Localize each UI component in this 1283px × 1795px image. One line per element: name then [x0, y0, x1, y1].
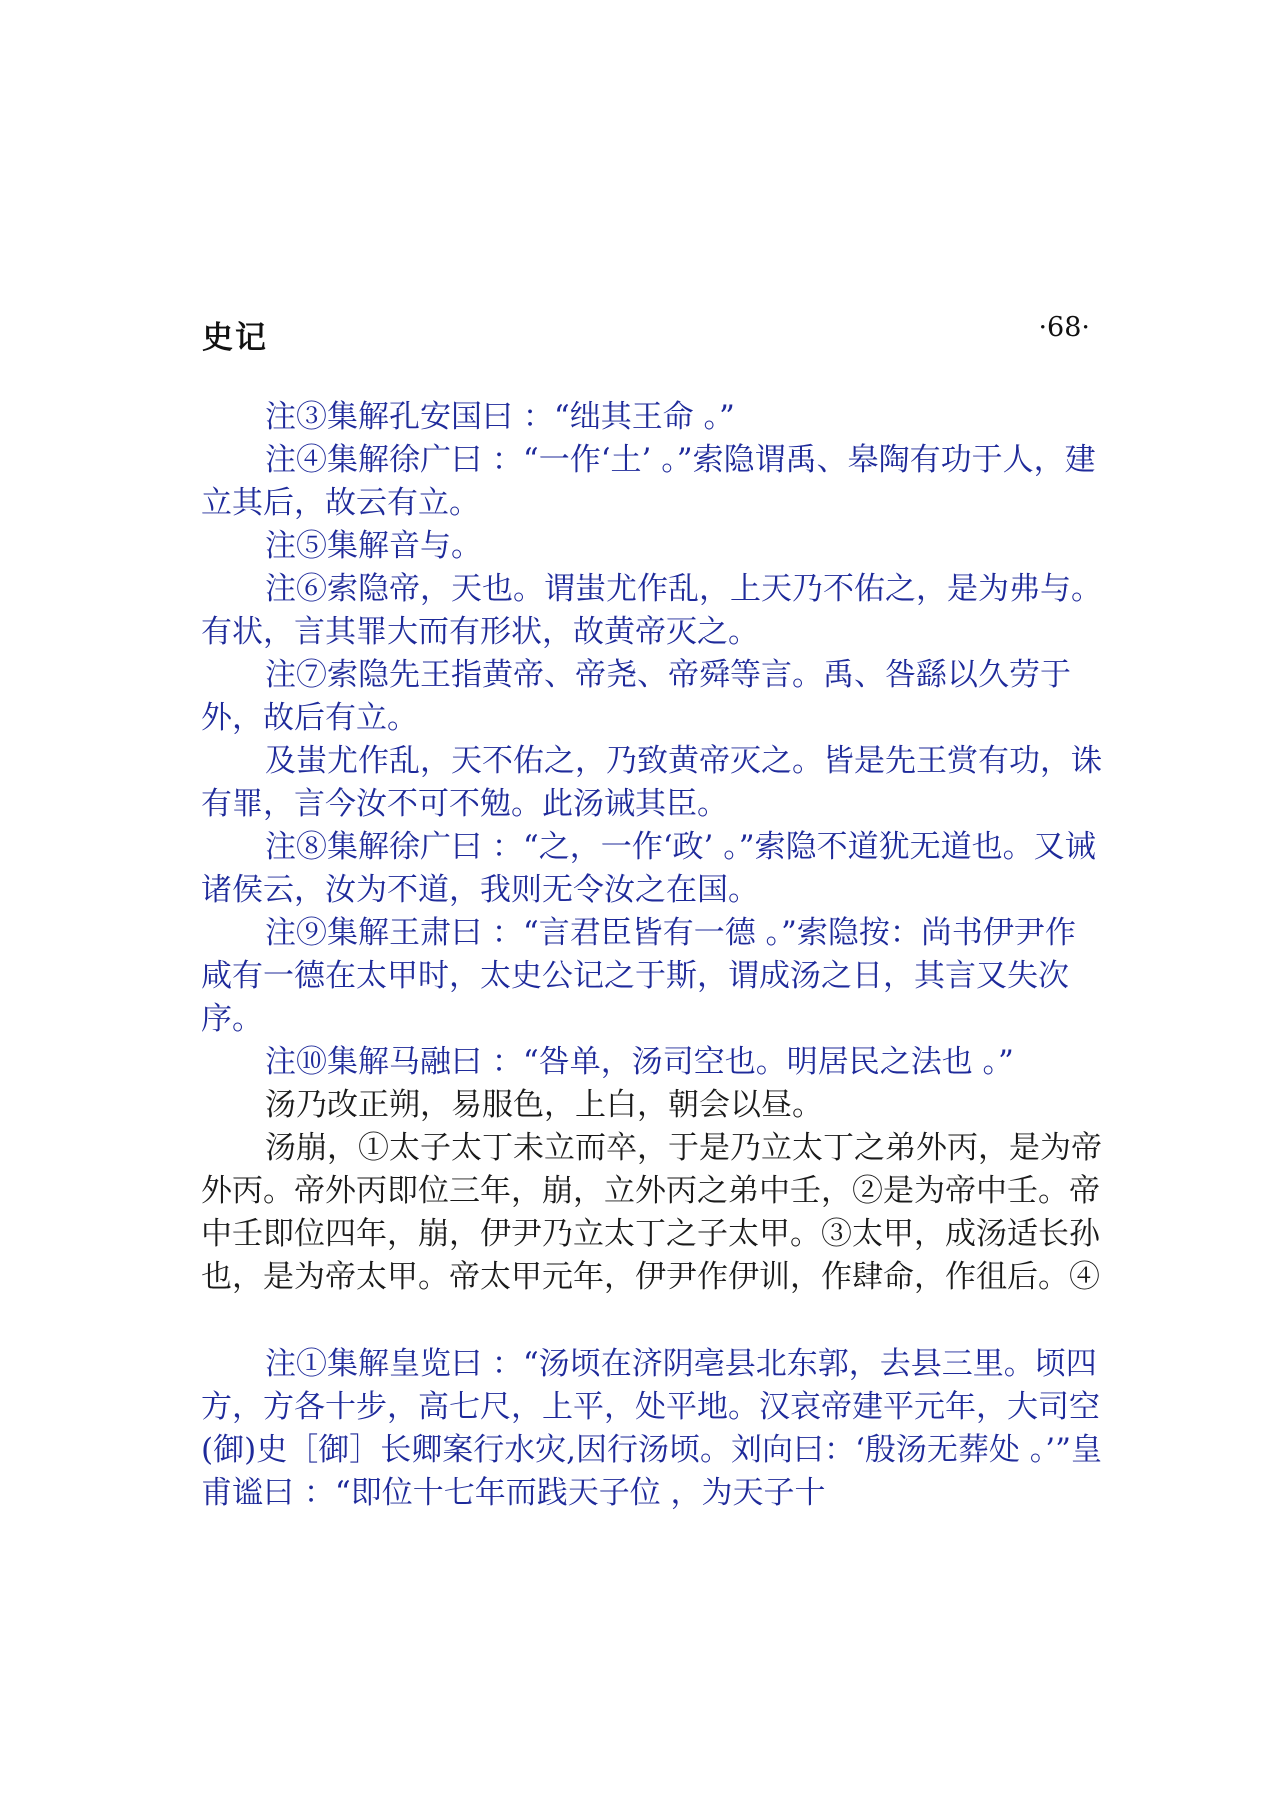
annotation-paragraph: 注⑩集解马融曰 ：“咎单，汤司空也。明居民之法也 。” [265, 1044, 1014, 1080]
annotation-paragraph: 注①集解皇览曰 ：“汤顷在济阴亳县北东郭，去县三里。顷四方，方各十步，高七尺，上平，处平地。汉哀帝建平元年，大司空(御)史［御］长卿案行水灾,因行汤顷。刘向曰：‘殷汤无葬处 。’”皇甫谧曰 ：“即位十七年而践天子位 ，为天子十 [201, 1346, 1102, 1511]
book-title: 史记 [202, 320, 268, 356]
section-gap [201, 1299, 1103, 1343]
annotation-paragraph: 注④集解徐广曰 ：“一作‘土’ 。”索隐谓禹、皋陶有功于人，建立其后，故云有立。 [201, 442, 1096, 521]
body-paragraph: 汤乃改正朔，易服色，上白，朝会以昼。 [265, 1087, 823, 1123]
annotation-paragraph: 及蚩尤作乱，天不佑之，乃致黄帝灭之。皆是先王赏有功，诛有罪，言今汝不可不勉。此汤诫其臣。 [201, 743, 1102, 822]
page-body [201, 396, 1103, 1515]
annotation-paragraph: 注⑤集解音与。 [265, 528, 482, 564]
annotation-paragraph: 注⑧集解徐广曰 ：“之，一作‘政’ 。”索隐不道犹无道也。又诫诸侯云，汝为不道，我则无令汝之在国。 [201, 829, 1096, 908]
page-header [202, 312, 1090, 356]
annotation-paragraph: 注⑦索隐先王指黄帝、帝尧、帝舜等言。禹、咎繇以久劳于外，故后有立。 [201, 657, 1071, 736]
body-paragraph: 汤崩，①太子太丁未立而卒，于是乃立太丁之弟外丙，是为帝外丙。帝外丙即位三年，崩，立外丙之弟中壬，②是为帝中壬。帝中壬即位四年，崩，伊尹乃立太丁之子太甲。③太甲，成汤适长孙也，是为帝太甲。帝太甲元年，伊尹作伊训，作肆命，作徂后。④ [201, 1130, 1102, 1295]
page-number: ·68· [1038, 312, 1090, 343]
annotation-paragraph: 注⑥索隐帝，天也。谓蚩尤作乱，上天乃不佑之，是为弗与。有状，言其罪大而有形状，故黄帝灭之。 [201, 571, 1102, 650]
annotation-paragraph: 注③集解孔安国曰 ：“绌其王命 。” [265, 399, 735, 435]
annotation-paragraph: 注⑨集解王肃曰 ：“言君臣皆有一德 。”索隐按：尚书伊尹作咸有一德在太甲时，太史公记之于斯，谓成汤之日，其言又失次序。 [201, 915, 1076, 1037]
